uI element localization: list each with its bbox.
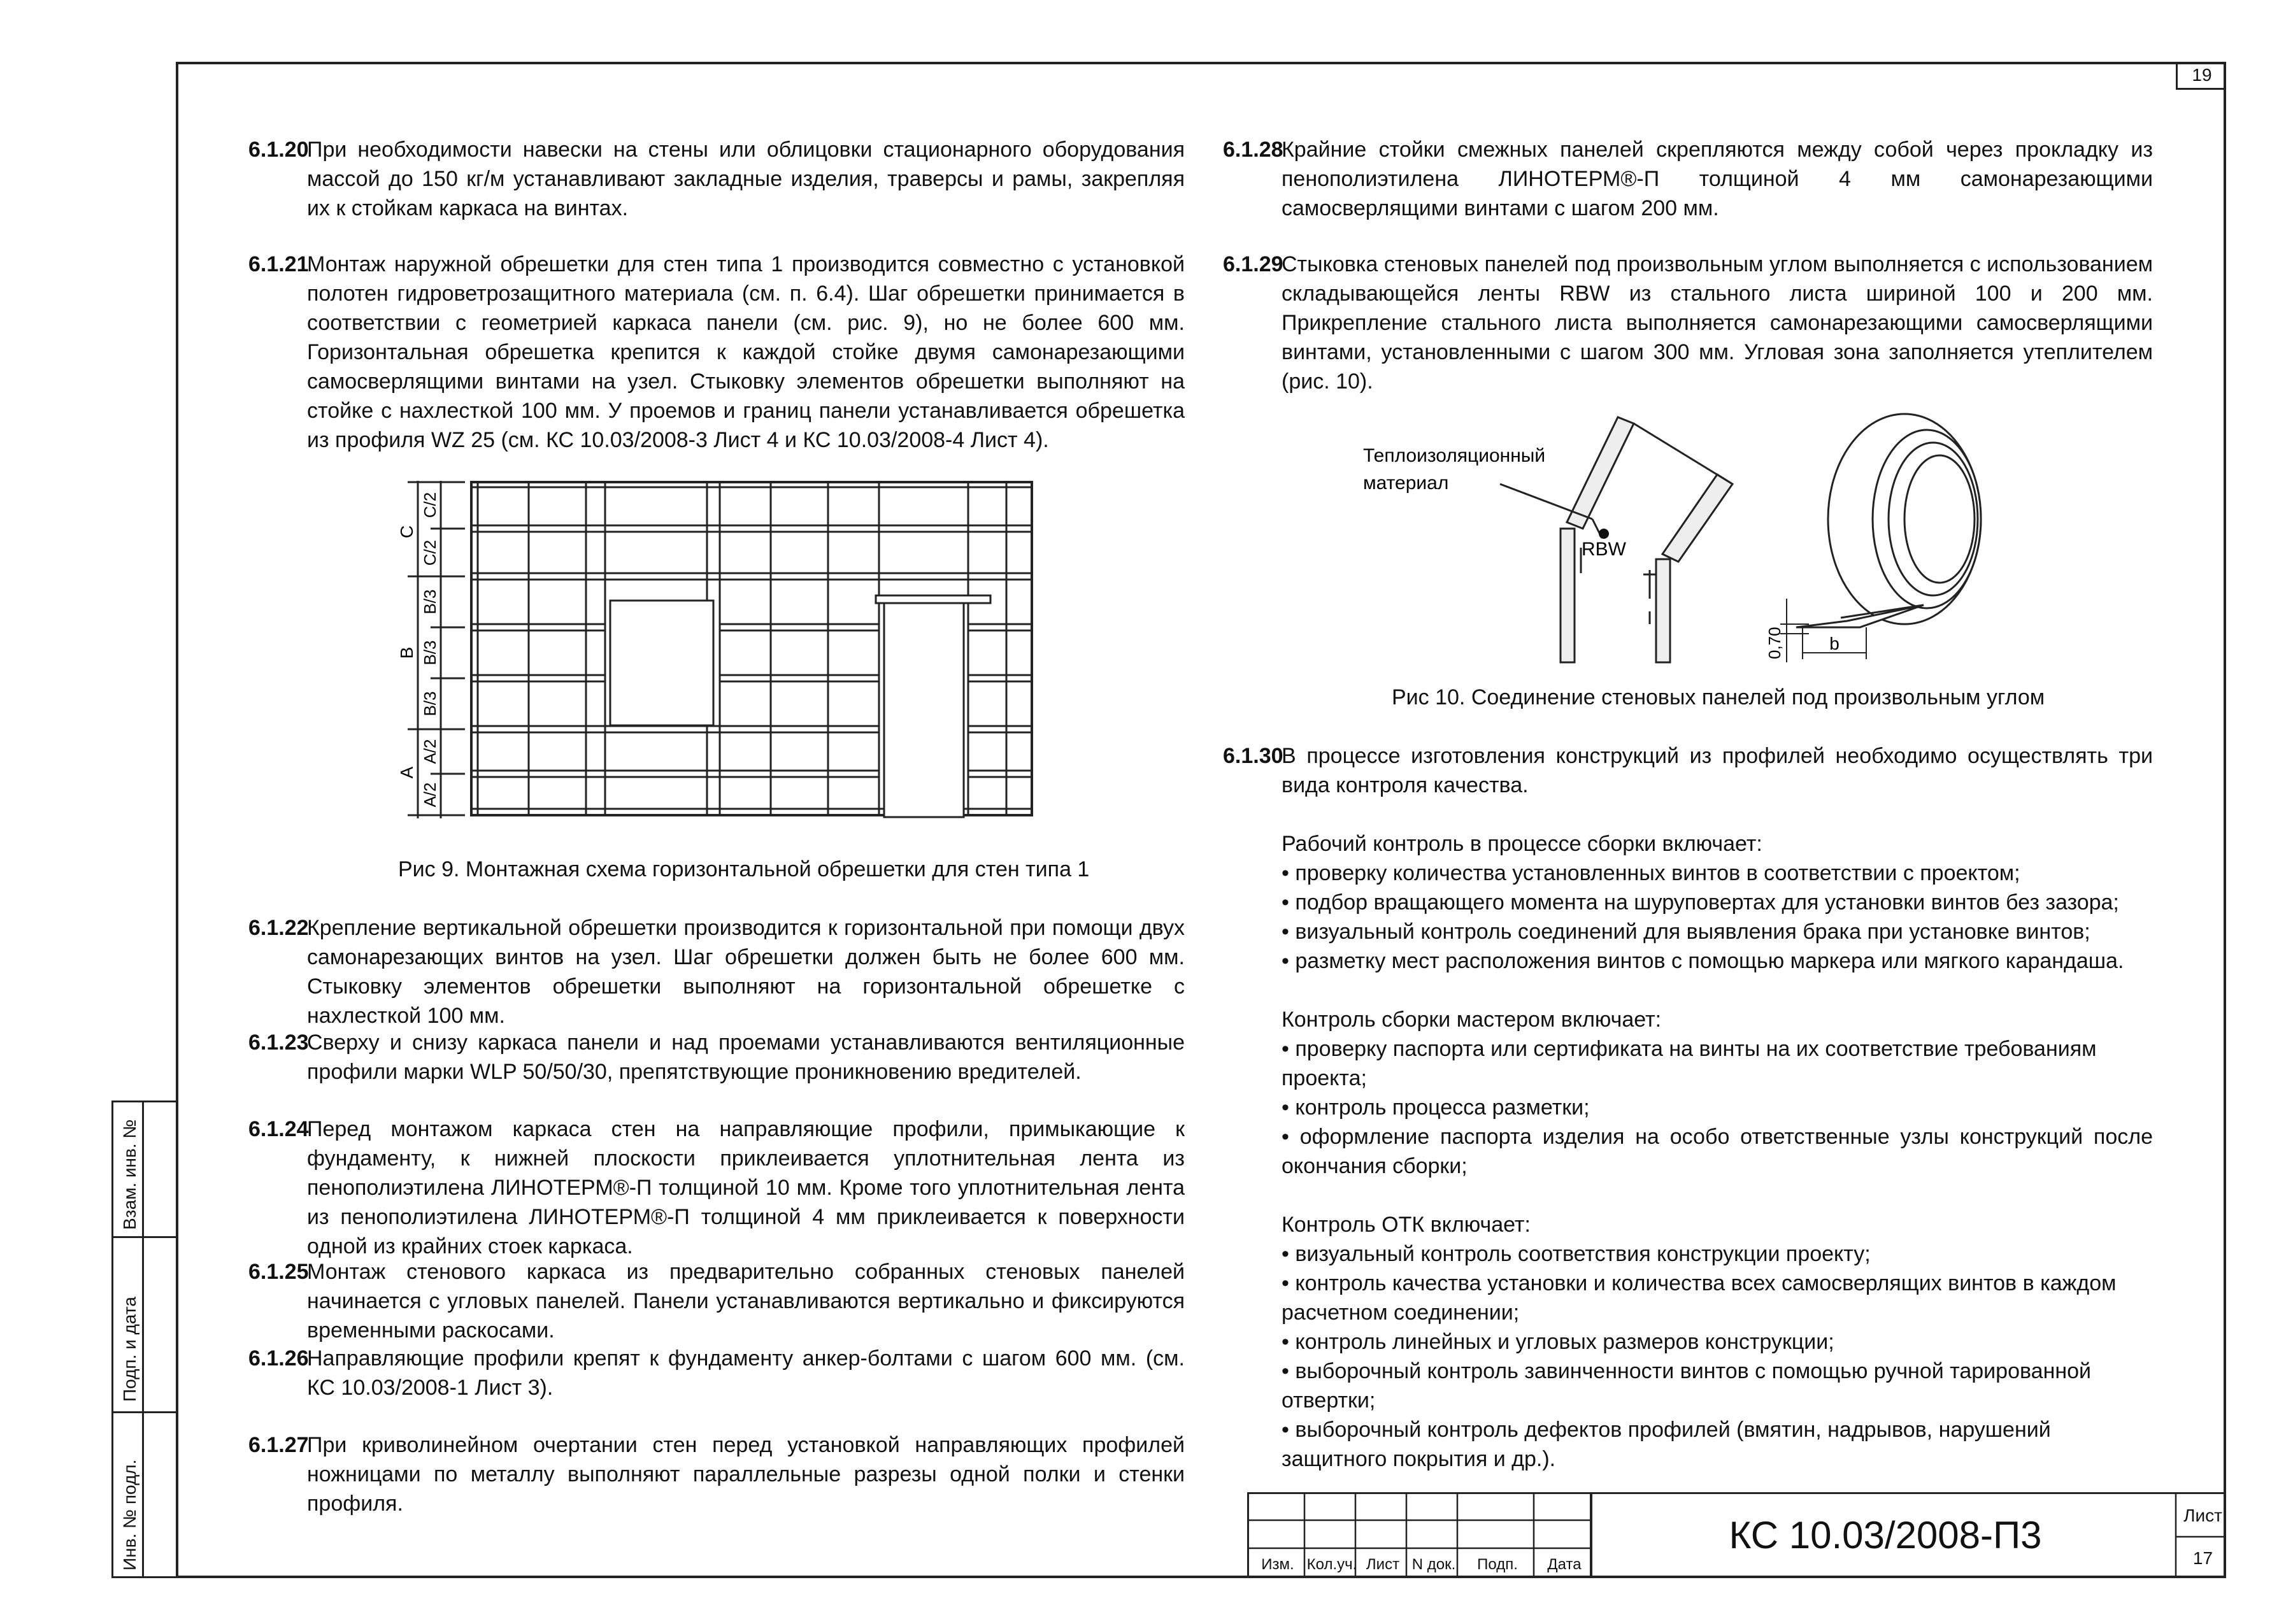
group2-title: Контроль сборки мастером включает: — [1282, 1008, 1662, 1032]
top-sheet-number: 19 — [2192, 65, 2212, 85]
paragraph-number: 6.1.20 — [248, 138, 309, 162]
side-label-podp-data: Подп. и дата — [120, 1297, 139, 1402]
door-lintel — [876, 595, 990, 603]
fig10-label-line2: материал — [1363, 473, 1449, 494]
paragraph-text: При необходимости навески на стены или облицовки стационарного оборудования массой до 150 кг/м устанавливают закладные изделия, траверсы и рамы, закрепляя их к стойкам каркаса на винтах. — [307, 138, 1185, 220]
list-item: • визуальный контроль соединений для выявления брака при установке винтов; — [1282, 920, 2090, 944]
dim-label: A/2 — [420, 739, 439, 764]
tb-sheet-label: Лист — [2183, 1506, 2222, 1525]
list-item: • проверку количества установленных винтов в соответствии с проектом; — [1282, 861, 2020, 885]
tb-header-izm: Изм. — [1261, 1556, 1294, 1573]
tb-header-data: Дата — [1547, 1556, 1582, 1573]
paragraph-number: 6.1.26 — [248, 1346, 309, 1371]
dim-label: B/3 — [420, 640, 439, 666]
paragraph-number: 6.1.29 — [1223, 252, 1283, 276]
list-item: • контроль линейных и угловых размеров конструкции; — [1282, 1330, 1834, 1354]
list-item: • контроль качества установки и количества всех самосверлящих винтов в каждом расчетном соединении; — [1282, 1271, 2117, 1325]
top-sheet-number-box — [2176, 62, 2226, 90]
paragraph-number: 6.1.30 — [1223, 744, 1283, 768]
side-label-inv-podl: Инв. № подл. — [120, 1459, 139, 1571]
figure-10 — [1363, 408, 2000, 675]
dim-label: C/2 — [420, 539, 439, 566]
quality-control-lists — [1282, 829, 2153, 1474]
tb-header-podp: Подп. — [1477, 1556, 1518, 1573]
group3-title: Контроль ОТК включает: — [1282, 1213, 1531, 1237]
paragraph-number: 6.1.22 — [248, 916, 309, 940]
list-item: • оформление паспорта изделия на особо ответственные узлы конструкций после окончания сборки; — [1282, 1125, 2153, 1178]
figure-10-drawing — [1363, 408, 2000, 675]
tb-sheet-number: 17 — [2192, 1548, 2213, 1568]
paragraph-number: 6.1.27 — [248, 1433, 309, 1457]
window-opening — [610, 601, 713, 725]
paragraph-number: 6.1.25 — [248, 1260, 309, 1284]
dim-label: B/3 — [420, 691, 439, 716]
paragraph-text: Перед монтажом каркаса стен на направляющие профили, примыкающие к фундаменту, к нижней плоскости приклеивается уплотнительная лента из пенополиэтилена ЛИНОТЕРМ®-П толщиной 10 мм. Кроме того уплотнительная лента из пенополиэтилена ЛИНОТЕРМ®-П толщиной 4 мм приклеивается к поверхности одной из крайних стоек каркаса. — [307, 1117, 1185, 1258]
paragraph-number: 6.1.28 — [1223, 138, 1283, 162]
paragraph-text: Крепление вертикальной обрешетки производится к горизонтальной при помощи двух самонарезающих винтов на узел. Шаг обрешетки должен быть не более 600 мм. Стыковку элементов обрешетки выполняют на горизонтальной обрешетке с нахлесткой 100 мм. — [307, 916, 1185, 1028]
paragraph-text: Сверху и снизу каркаса панели и над проемами устанавливаются вентиляционные профили марки WLP 50/50/30, препятствующие проникновению вредителей. — [307, 1030, 1185, 1084]
tb-header-n-dok: N док. — [1411, 1556, 1456, 1573]
paragraph-text: Монтаж стенового каркаса из предварительно собранных стеновых панелей начинается с угловых панелей. Панели устанавливаются вертикально и фиксируются временными раскосами. — [307, 1260, 1185, 1343]
paragraph-text: Направляющие профили крепят к фундаменту анкер-болтами с шагом 600 мм. (см. КС 10.03/2008-1 Лист 3). — [307, 1346, 1185, 1400]
figure-9-caption: Рис 9. Монтажная схема горизонтальной обрешетки для стен типа 1 — [398, 857, 1090, 881]
side-stamp — [111, 1100, 176, 1578]
document-code: КС 10.03/2008-П3 — [1729, 1514, 2042, 1556]
list-item: • разметку мест расположения винтов с помощью маркера или мягкого карандаша. — [1282, 949, 2124, 973]
fig10-dim-070: 0,70 — [1765, 627, 1784, 659]
fig10-label-line1: Теплоизоляционный — [1363, 445, 1546, 466]
dim-label: C/2 — [420, 492, 439, 518]
paragraph-text: Крайние стойки смежных панелей скрепляются между собой через прокладку из пенополиэтилена ЛИНОТЕРМ®-П толщиной 4 мм самонарезающими самосверлящими винтами с шагом 200 мм. — [1282, 138, 2153, 220]
list-item: • подбор вращающего момента на шуруповертах для установки винтов без зазора; — [1282, 890, 2119, 915]
dim-group-label-c: C — [397, 525, 417, 539]
paragraph-text: При криволинейном очертании стен перед установкой направляющих профилей ножницами по металлу выполняют параллельные разрезы одной полки и стенки профиля. — [307, 1433, 1185, 1516]
list-item: • контроль процесса разметки; — [1282, 1095, 1590, 1120]
figure-9-drawing — [395, 468, 1045, 825]
title-block — [1247, 1492, 2226, 1578]
list-item: • выборочный контроль завинченности винтов с помощью ручной тарированной отвертки; — [1282, 1359, 2092, 1413]
paragraph-number: 6.1.21 — [248, 252, 309, 276]
door-opening — [884, 603, 964, 817]
figure-9 — [395, 468, 1045, 825]
paragraph-text: Монтаж наружной обрешетки для стен типа 1 производится совместно с установкой полотен гидроветрозащитного материала (см. п. 6.4). Шаг обрешетки принимается в соответствии с геометрией каркаса панели (см. рис. 9), но не более 600 мм. Горизонтальная обрешетка крепится к каждой стойке двумя самонарезающими самосверлящими винтами на узел. Стыковку элементов обрешетки выполняют на стойке с нахлесткой 100 мм. У проемов и границ панели устанавливается обрешетка из профиля WZ 25 (см. КС 10.03/2008-3 Лист 4 и КС 10.03/2008-4 Лист 4). — [307, 252, 1185, 452]
tb-header-kol-uch: Кол.уч. — [1306, 1556, 1357, 1573]
fig10-dim-b: b — [1829, 634, 1839, 653]
list-item: • выборочный контроль дефектов профилей (вмятин, надрывов, нарушений защитного покрытия и др.). — [1282, 1418, 2051, 1471]
dim-label: A/2 — [420, 782, 439, 808]
list-item: • проверку паспорта или сертификата на винты на их соответствие требованиям проекта; — [1282, 1037, 2097, 1090]
tb-header-list: Лист — [1366, 1556, 1400, 1573]
paragraph-number: 6.1.23 — [248, 1030, 309, 1055]
group1-title: Рабочий контроль в процессе сборки включает: — [1282, 832, 1762, 856]
side-label-vzam-inv: Взам. инв. № — [120, 1119, 139, 1230]
dim-group-label-b: B — [397, 646, 417, 659]
paragraph-text: Стыковка стеновых панелей под произвольным углом выполняется с использованием складывающейся ленты RBW из стального листа шириной 100 и 200 мм. Прикрепление стального листа выполняется самонарезающими самосверлящими винтами, установленными с шагом 300 мм. Угловая зона заполняется утеплителем (рис. 10). — [1282, 252, 2153, 394]
dim-group-label-a: A — [397, 766, 417, 779]
figure-10-caption: Рис 10. Соединение стеновых панелей под произвольным углом — [1392, 685, 2045, 709]
paragraph-number: 6.1.24 — [248, 1117, 309, 1141]
dim-label: B/3 — [420, 589, 439, 615]
paragraph-text: В процессе изготовления конструкций из профилей необходимо осуществлять три вида контроля качества. — [1282, 744, 2153, 797]
list-item: • визуальный контроль соответствия конструкции проекту; — [1282, 1242, 1871, 1266]
fig10-rbw-label: RBW — [1582, 539, 1626, 560]
